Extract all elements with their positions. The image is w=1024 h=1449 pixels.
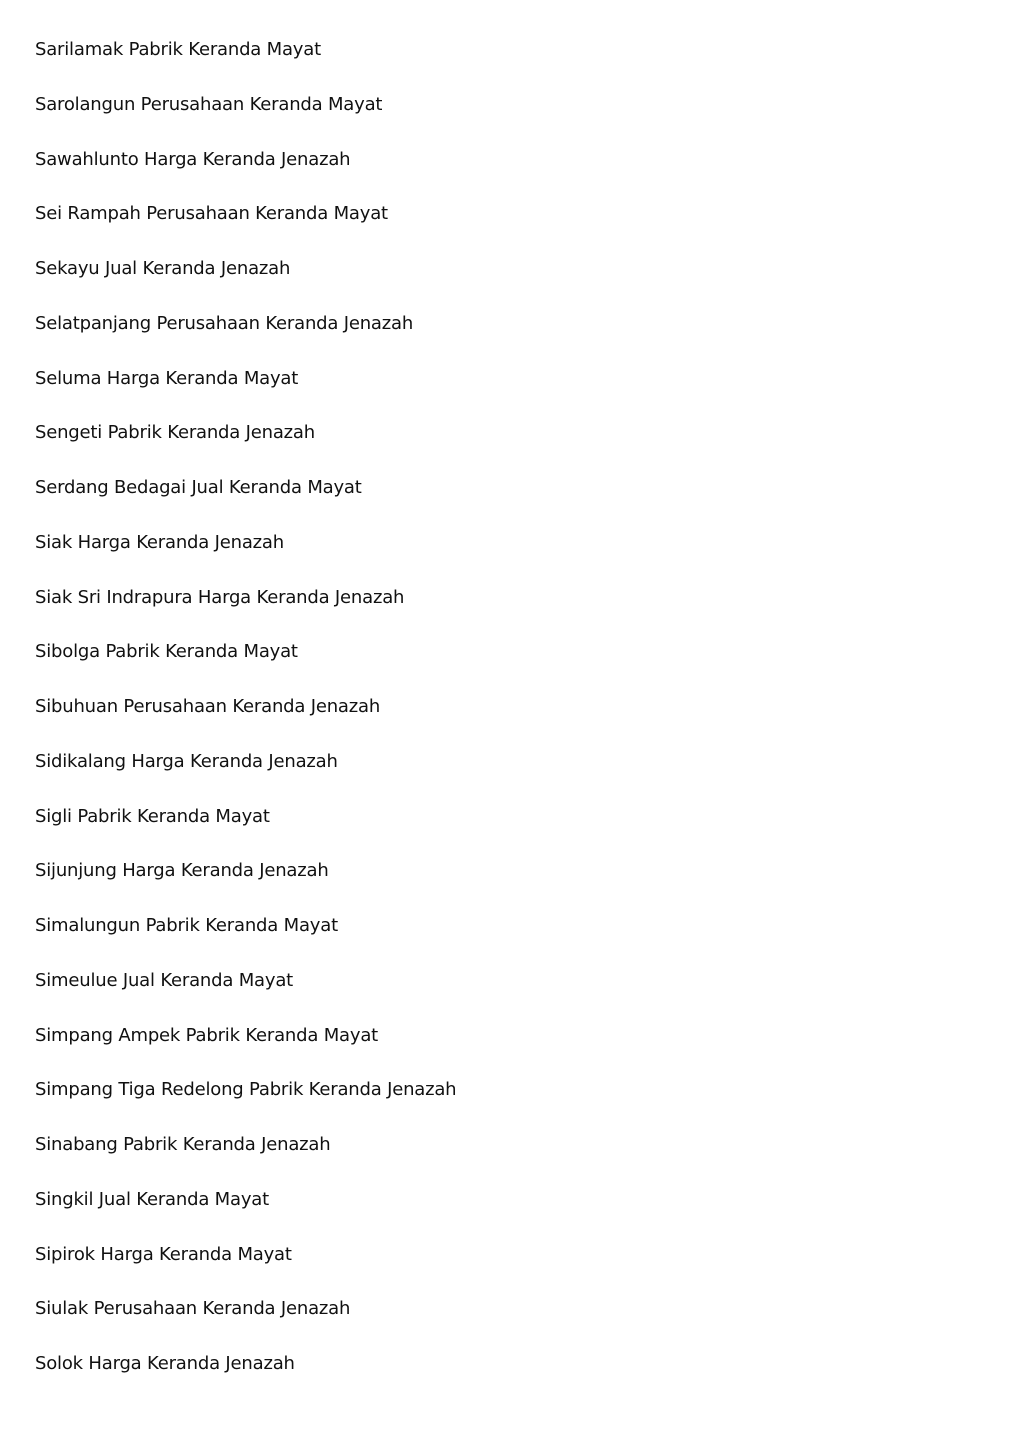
- location-list: [35, 36, 456, 1405]
- list-item: Singkil Jual Keranda Mayat: [35, 1188, 269, 1210]
- list-item: Selatpanjang Perusahaan Keranda Jenazah: [35, 312, 414, 334]
- list-item: Siulak Perusahaan Keranda Jenazah: [35, 1298, 351, 1320]
- list-item: Sidikalang Harga Keranda Jenazah: [35, 750, 338, 772]
- list-item: Sibuhuan Perusahaan Keranda Jenazah: [35, 696, 381, 717]
- list-item: Sigli Pabrik Keranda Mayat: [35, 805, 270, 827]
- list-item: Simpang Ampek Pabrik Keranda Mayat: [35, 1024, 379, 1046]
- list-item: Solok Harga Keranda Jenazah: [35, 1353, 295, 1374]
- list-item: Sarilamak Pabrik Keranda Mayat: [35, 39, 321, 60]
- list-item: Simalungun Pabrik Keranda Mayat: [35, 915, 338, 936]
- list-item: Simeulue Jual Keranda Mayat: [35, 969, 294, 991]
- list-item: Siak Harga Keranda Jenazah: [35, 531, 284, 553]
- list-item: Sawahlunto Harga Keranda Jenazah: [35, 148, 351, 170]
- list-item: Siak Sri Indrapura Harga Keranda Jenazah: [35, 586, 405, 608]
- list-item: Simpang Tiga Redelong Pabrik Keranda Jenazah: [35, 1079, 457, 1101]
- list-item: Sijunjung Harga Keranda Jenazah: [35, 860, 329, 882]
- list-item: Sipirok Harga Keranda Mayat: [35, 1243, 292, 1265]
- list-item: Sinabang Pabrik Keranda Jenazah: [35, 1134, 331, 1155]
- list-item: Sei Rampah Perusahaan Keranda Mayat: [35, 203, 388, 225]
- list-item: Sarolangun Perusahaan Keranda Mayat: [35, 93, 383, 115]
- list-item: Serdang Bedagai Jual Keranda Mayat: [35, 477, 362, 498]
- list-item: Sengeti Pabrik Keranda Jenazah: [35, 422, 315, 444]
- list-item: Seluma Harga Keranda Mayat: [35, 367, 299, 389]
- list-item: Sibolga Pabrik Keranda Mayat: [35, 641, 298, 663]
- list-item: Sekayu Jual Keranda Jenazah: [35, 258, 291, 279]
